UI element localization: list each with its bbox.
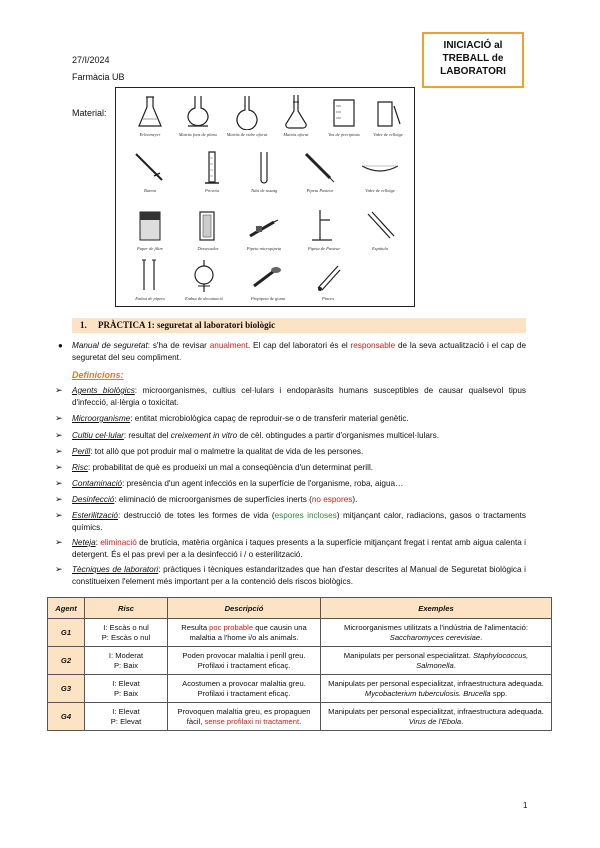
risk-cell: I: Elevat P: Baix: [85, 675, 168, 703]
agent-cell: G1: [48, 619, 85, 647]
caption: Embut de pipeta: [135, 296, 165, 301]
spatula-item: [352, 206, 408, 258]
watch-glass-item: [360, 92, 416, 144]
caption: Matràs fons de plano: [178, 132, 218, 137]
column-header: Risc: [85, 598, 168, 619]
caption: Vidre de rellotge: [365, 188, 395, 193]
caption: Paper de filtre: [136, 246, 164, 251]
test-tube-icon: [246, 150, 282, 186]
table-header-row: [48, 598, 552, 619]
graduated-cylinder-icon: [194, 150, 230, 186]
tongs-icon: [310, 258, 346, 294]
caption: Erlenmeyer: [139, 132, 161, 137]
pipette-icon: [302, 150, 338, 186]
arrow-icon: ➢: [55, 478, 63, 488]
funnel-icon: [132, 258, 168, 294]
definition-item: ➢ Perill: tot allò que pot produir mal o malmetre la qualitat de vida de les persones.: [55, 446, 364, 456]
examples-cell: Manipulats per personal especialitzat, infraestructura adequada. Mycobacterium tuberculosis. Brucella spp.: [321, 675, 552, 703]
burette-item: [122, 148, 178, 200]
arrow-icon: ➢: [55, 564, 63, 574]
column-header: Descripció: [168, 598, 321, 619]
definition-item: ➢ Risc: probabilitat de què es produeixi un mal a conseqüència d'un determinat perill.: [55, 462, 374, 472]
arrow-icon: ➢: [55, 385, 63, 395]
section-number: 1.: [80, 320, 87, 330]
arrow-icon: ➢: [55, 430, 63, 440]
section-title: [80, 320, 275, 330]
definition-item: ➢ Microorganisme: entitat microbiològica capaç de reproduir-se o de transferir material genètic.: [55, 413, 409, 423]
filter-paper-item: [122, 206, 178, 258]
agent-cell: G3: [48, 675, 85, 703]
table-row: [48, 619, 552, 647]
definition-item: ➢ Cultiu cel·lular: resultat del creixement in vitro de cèl. obtingudes a partir d'organismes multicel·lulars.: [55, 430, 439, 440]
definition-item: ➢ Agents biològics: microorganismes, cultius cel·lulars i endoparàsits humans susceptibles de causar qualsevol tipus d'infecció, al·lèrgia o toxicitat.: [55, 385, 526, 407]
table-row: [48, 647, 552, 675]
description-cell: Acostumen a provocar malaltia greu. Profilaxi i tractament eficaç.: [168, 675, 321, 703]
column-header: Agent: [48, 598, 85, 619]
table-row: [48, 703, 552, 731]
desiccator-icon: [190, 208, 226, 244]
document-date: 27/I/2024: [72, 55, 110, 65]
caption: Pipeta Pasteur: [306, 188, 334, 193]
caption: Vidre de rellotge: [373, 132, 403, 137]
risk-cell: I: Elevat P: Elevat: [85, 703, 168, 731]
definition-item: ➢ Tècniques de laboratori: pràctiques i tècniques estandaritzades que han d'estar descrites al Manual de Seguretat biològica i constitueixen l'element més important per a la contenció dels riscos biològics.: [55, 564, 526, 586]
arrow-icon: ➢: [55, 413, 63, 423]
table-row: [48, 675, 552, 703]
volumetric-flask-icon: [278, 94, 314, 130]
watch-glass-2-item: [352, 148, 408, 200]
stand-item: [296, 206, 352, 258]
description-cell: Poden provocar malaltia i perill greu. Profilaxi i tractament eficaç.: [168, 647, 321, 675]
arrow-icon: ➢: [55, 494, 63, 504]
caption: Pipeta de Pasteur: [307, 246, 341, 251]
material-figure: [115, 87, 415, 307]
description-cell: Resulta poc probable que causin una malaltia a l'home i/o als animals.: [168, 619, 321, 647]
agents-table: [47, 597, 552, 731]
definition-item: ➢ Desinfecció: eliminació de microorganismes de superfícies inerts (no espores).: [55, 494, 358, 504]
examples-cell: Manipulats per personal especialitzat. Staphylococcus, Salmonella.: [321, 647, 552, 675]
caption: Tubs de assaig: [250, 188, 278, 193]
separatory-funnel-icon: [186, 258, 222, 294]
agent-cell: G4: [48, 703, 85, 731]
definition-item: ➢ Esterilització: destrucció de totes les formes de vida (espores incloses) mitjançant calor, radiacions, gasos o tractaments químics.: [55, 510, 526, 532]
intro-term: Manual de seguretat: [72, 341, 148, 350]
arrow-icon: ➢: [55, 462, 63, 472]
caption: Proveta: [204, 188, 220, 193]
beaker-icon: [326, 94, 362, 130]
tongs-item: [300, 256, 356, 308]
bullet-icon: ●: [58, 341, 63, 350]
micropipette-item: [236, 206, 292, 258]
section-title-text: PRÀCTICA 1: seguretat al laboratori biològic: [98, 320, 276, 330]
caption: Vas de precipitats: [328, 132, 360, 137]
title-line-2: TREBALL de: [442, 53, 504, 64]
caption: Propipeta de goma: [250, 296, 286, 301]
micropipette-icon: [246, 208, 282, 244]
document-organization: Farmàcia UB: [72, 72, 125, 82]
risk-cell: I: Moderat P: Baix: [85, 647, 168, 675]
title-box: [422, 32, 524, 88]
burette-icon: [132, 150, 168, 186]
desiccator-item: [180, 206, 236, 258]
title-line-3: LABORATORI: [440, 66, 506, 77]
test-tube-item: [236, 148, 292, 200]
flat-bottom-flask-icon: [180, 94, 216, 130]
pipette-bulb-icon: [250, 258, 286, 294]
definitions-heading: Definicions:: [72, 370, 124, 380]
separatory-funnel-item: [176, 256, 232, 308]
erlenmeyer-icon: [132, 94, 168, 130]
round-flask-icon: [229, 94, 265, 130]
watch-glass-dish-icon: [362, 150, 398, 186]
caption: Dessecador: [197, 246, 219, 251]
examples-cell: Manipulats per personal especialitzat, infraestructura adequada. Virus de l'Ebola.: [321, 703, 552, 731]
definition-item: ➢ Neteja: eliminació de brutícia, matèria orgànica i taques presents a la superfície mitjançant fregat i rentat amb aigua calenta i detergent. És el pas previ per a la desinfecció i / o esterilització.: [55, 537, 526, 559]
caption: Espàtula: [371, 246, 388, 251]
arrow-icon: ➢: [55, 537, 63, 547]
caption: Matràs aforat: [283, 132, 309, 137]
intro-paragraph: ● Manual de seguretat: s'ha de revisar anualment. El cap del laboratori és el responsable de la seva actualització i el cap de seguretat del seu compliment.: [58, 341, 527, 362]
page-number: 1: [523, 801, 528, 810]
description-cell: Provoquen malaltia greu, es propaguen fàcil, sense profilaxi ni tractament.: [168, 703, 321, 731]
caption: Pipeta micropipeta: [246, 246, 282, 251]
spatula-icon: [362, 208, 398, 244]
title-line-1: INICIACIÓ al: [443, 40, 503, 51]
examples-cell: Microorganismes utilitzats a l'indústria de l'alimentació: Saccharomyces cerevisiae.: [321, 619, 552, 647]
lab-stand-icon: [306, 208, 342, 244]
caption: Matràs de vidre aforat: [226, 132, 268, 137]
arrow-icon: ➢: [55, 510, 63, 520]
caption: Pinces: [322, 296, 334, 301]
pipette-bulb-item: [240, 256, 296, 308]
watch-glass-icon: [370, 94, 406, 130]
caption: Embut de decantació: [185, 296, 223, 301]
agent-cell: G2: [48, 647, 85, 675]
filter-paper-icon: [132, 208, 168, 244]
pasteur-pipette-item: [292, 148, 348, 200]
risk-cell: I: Escàs o nul P: Escàs o nul: [85, 619, 168, 647]
caption: Bureta: [143, 188, 157, 193]
column-header: Exemples: [321, 598, 552, 619]
definition-item: ➢ Contaminació: presència d'un agent infecciós en la superfície de l'organisme, roba, aigua…: [55, 478, 404, 488]
arrow-icon: ➢: [55, 446, 63, 456]
material-label: Material:: [72, 108, 107, 118]
